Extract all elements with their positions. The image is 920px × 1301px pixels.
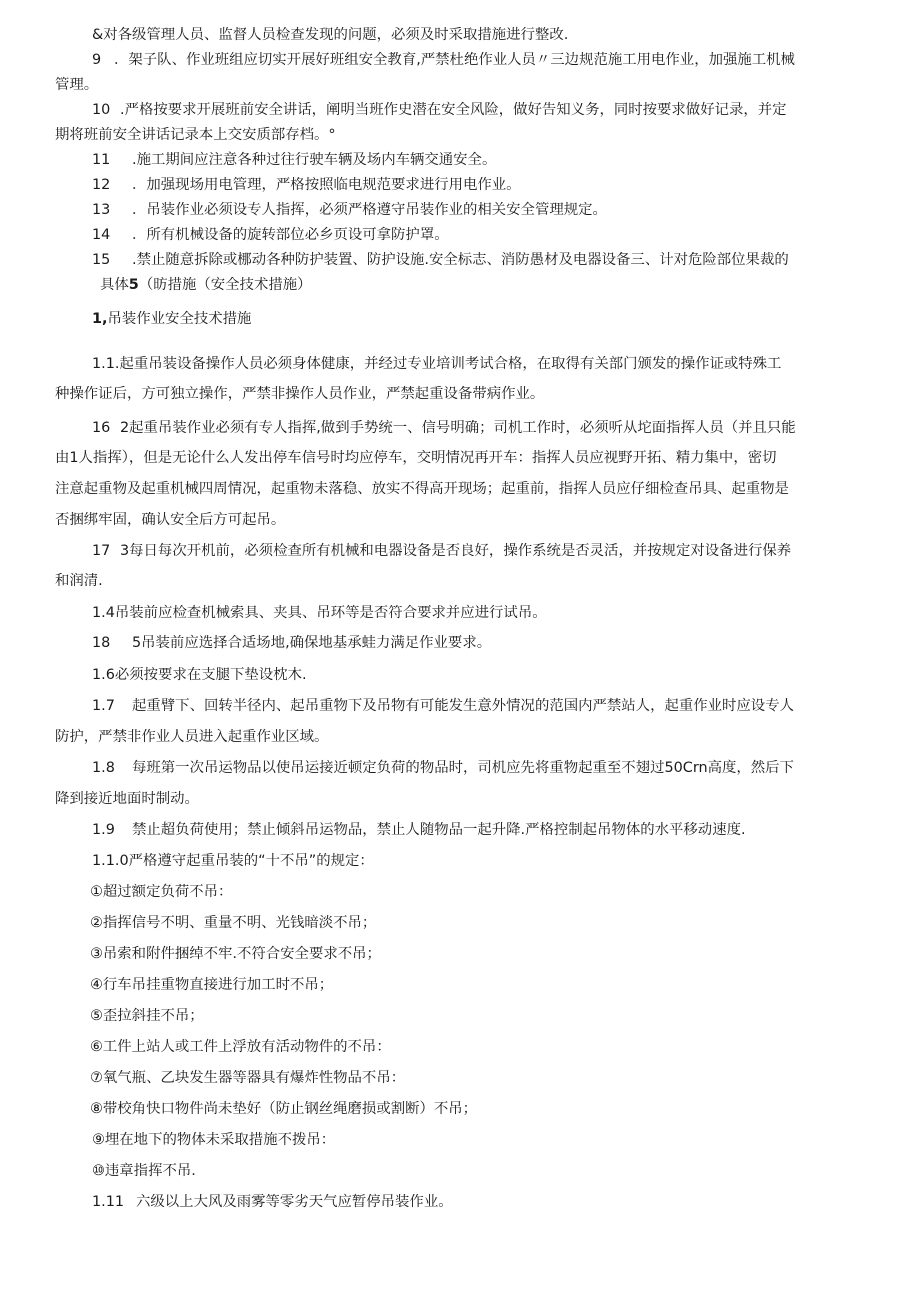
- item-1-2-text: 2起重吊装作业必须有专人指挥,做到手势统一、信号明确；司机工作时，必须听从坨面指挥人员（并且只能: [120, 420, 796, 436]
- section-1-number: 1,: [92, 311, 108, 327]
- item-1-7-text: 起重臂下、回转半径内、起吊重物下及吊物有可能发生意外情况的范国内严禁站人，起重作业时应设专人: [132, 698, 794, 714]
- item-1-8-line1: [92, 758, 794, 778]
- section-1-heading: [92, 309, 251, 329]
- para-10-text: .严格按要求开展班前安全讲话，阐明当班作史潜在安全风险，做好告知义务，同时按要求做好记录，并定: [120, 102, 787, 118]
- item-1-3-line1: [92, 541, 791, 561]
- item-1-6: 1.6必须按要求在支腿下垫设枕木.: [92, 667, 307, 683]
- rule-item: ⑩违章指挥不吊.: [92, 1163, 196, 1179]
- item-1-11-number: 1.11: [92, 1194, 125, 1210]
- item-1-9-text: 禁止超负荷使用；禁止倾斜吊运物品，禁止人随物品一起升降.严格控制起吊物体的水平移动速度.: [132, 822, 746, 838]
- item-1-1-line2: 种操作证后，方可独立操作，严禁非操作人员作业，严禁起重设备带病作业。: [55, 386, 545, 402]
- rule-item: ①超过额定负荷不吊：: [90, 884, 233, 900]
- section-1-title: 吊装作业安全技术措施: [107, 311, 252, 327]
- para-11: [92, 150, 496, 170]
- item-1-10: 1.1.0严格遵守起重吊装的“十不吊”的规定：: [92, 853, 374, 869]
- para-15-heading: （昉措施（安全技术措施）: [138, 277, 312, 293]
- item-1-3-number: 17: [92, 543, 111, 559]
- para-13-text: ．吊装作业必须设专人指挥，必须严格遵守吊装作业的相关安全管理规定。: [132, 202, 607, 218]
- rule-item: ⑦氧气瓶、乙块发生器等器具有爆炸性物品不吊：: [90, 1070, 406, 1086]
- item-1-8-number: 1.8: [92, 760, 115, 776]
- para-13: [92, 200, 607, 220]
- para-15-text: .禁止随意拆除或梛动各种防护装置、防护设施.安全标志、消防愚材及电器设备三、计对危险部位果裁的: [132, 252, 789, 268]
- item-1-2-line3: 注意起重物及起重机械四周情况，起重物未落稳、放实不得高开现场；起重前，指挥人员应仔细检查吊具、起重物是: [55, 481, 789, 497]
- rule-item: ⑤歪拉斜挂不吊；: [90, 1008, 204, 1024]
- para-8: &对各级管理人员、监督人员检查发现的问题，必须及时采取措施进行整改.: [92, 27, 569, 43]
- rule-item: ⑥工件上站人或工件上浮放有活动物件的不吊：: [90, 1039, 391, 1055]
- item-1-3-text: 3每日每次开机前，必须检查所有机械和电器设备是否良好，操作系统是否灵活，并按规定对设备进行保养: [120, 543, 792, 559]
- para-9-line1: [92, 50, 795, 70]
- para-14-text: ．所有机械设备的旋转部位必乡页设可拿防护罩。: [132, 227, 449, 243]
- item-1-4: 1.4吊装前应检查机械索具、夹具、吊环等是否符合要求并应进行试吊。: [92, 605, 547, 621]
- rule-item: ④行车吊挂重物直接进行加工时不吊；: [90, 977, 334, 993]
- para-15-section-number: 5: [128, 277, 139, 293]
- item-1-2-line4: 否捆绑牢固，确认安全后方可起吊。: [55, 512, 286, 528]
- item-1-1-line1: 1.1.起重吊装设备操作人员必须身体健康，并经过专业培训考试合格，在取得有关部门颁发的操作证或特殊工: [92, 356, 782, 372]
- item-1-2-number: 16: [92, 420, 111, 436]
- item-1-2-line1: [92, 418, 796, 438]
- item-1-3-line2: 和润清.: [55, 573, 103, 589]
- item-1-7-line2: 防护，严禁非作业人员进入起重作业区域。: [55, 729, 329, 745]
- item-1-11: [92, 1192, 453, 1212]
- para-9-line2: 管理。: [55, 77, 99, 93]
- para-10-line2: 期将班前安全讲话记录本上交安质部存档。°: [55, 127, 336, 143]
- item-1-8-text: 每班第一次吊运物品以使吊运接近顿定负荷的物品时，司机应先将重物起重至不翅过50Crn高度，然后下: [132, 760, 794, 776]
- rule-item: ②指挥信号不明、重量不明、光钱暗淡不吊；: [90, 915, 377, 931]
- para-9-text: ．架子队、作业班组应切实开展好班组安全教育,严禁杜绝作业人员〃三边规范施工用电作业，加强施工机械: [114, 52, 795, 68]
- rule-item: ③吊索和附件捆绰不牢.不符合安全要求不吊；: [90, 946, 381, 962]
- item-1-8-line2: 降到接近地面时制动。: [55, 791, 199, 807]
- item-1-7-line1: [92, 696, 794, 716]
- para-9-number: 9: [92, 52, 102, 68]
- para-15-number: 15: [92, 252, 111, 268]
- item-1-7-number: 1.7: [92, 698, 115, 714]
- para-12-number: 12: [92, 177, 111, 193]
- item-1-9-number: 1.9: [92, 822, 115, 838]
- para-13-number: 13: [92, 202, 111, 218]
- para-14-number: 14: [92, 227, 111, 243]
- item-1-9: [92, 820, 746, 840]
- para-12-text: ．加强现场用电管理，严格按照临电规范要求进行用电作业。: [132, 177, 521, 193]
- item-1-2-line2: 由1人指挥），但是无论什么人发出停车信号时均应停车，交明情况再开车：指挥人员应视野开拓、精力集中，密切: [55, 450, 777, 466]
- para-10-line1: [92, 100, 787, 120]
- item-1-5-text: 5吊装前应选择合适场地,确保地基承蛙力满足作业要求。: [132, 635, 492, 651]
- para-11-text: .施工期间应注意各种过往行驶车辆及场内车辆交通安全。: [132, 152, 497, 168]
- para-10-number: 10: [92, 102, 111, 118]
- para-15-line1: [92, 250, 789, 270]
- item-1-5: [92, 633, 491, 653]
- para-11-number: 11: [92, 152, 111, 168]
- rule-item: ⑧带校角快口物件尚未垫好（防止钢丝绳磨损或割断）不吊；: [90, 1101, 478, 1117]
- item-1-5-number: 18: [92, 635, 111, 651]
- para-15-prefix: 具体: [100, 277, 129, 293]
- para-12: [92, 175, 521, 195]
- item-1-11-text: 六级以上大风及雨雾等零劣天气应暂停吊装作业。: [136, 1194, 453, 1210]
- para-14: [92, 225, 449, 245]
- rule-item: ⑨埋在地下的物体未采取措施不拨吊：: [92, 1132, 336, 1148]
- para-15-line2: [100, 275, 312, 295]
